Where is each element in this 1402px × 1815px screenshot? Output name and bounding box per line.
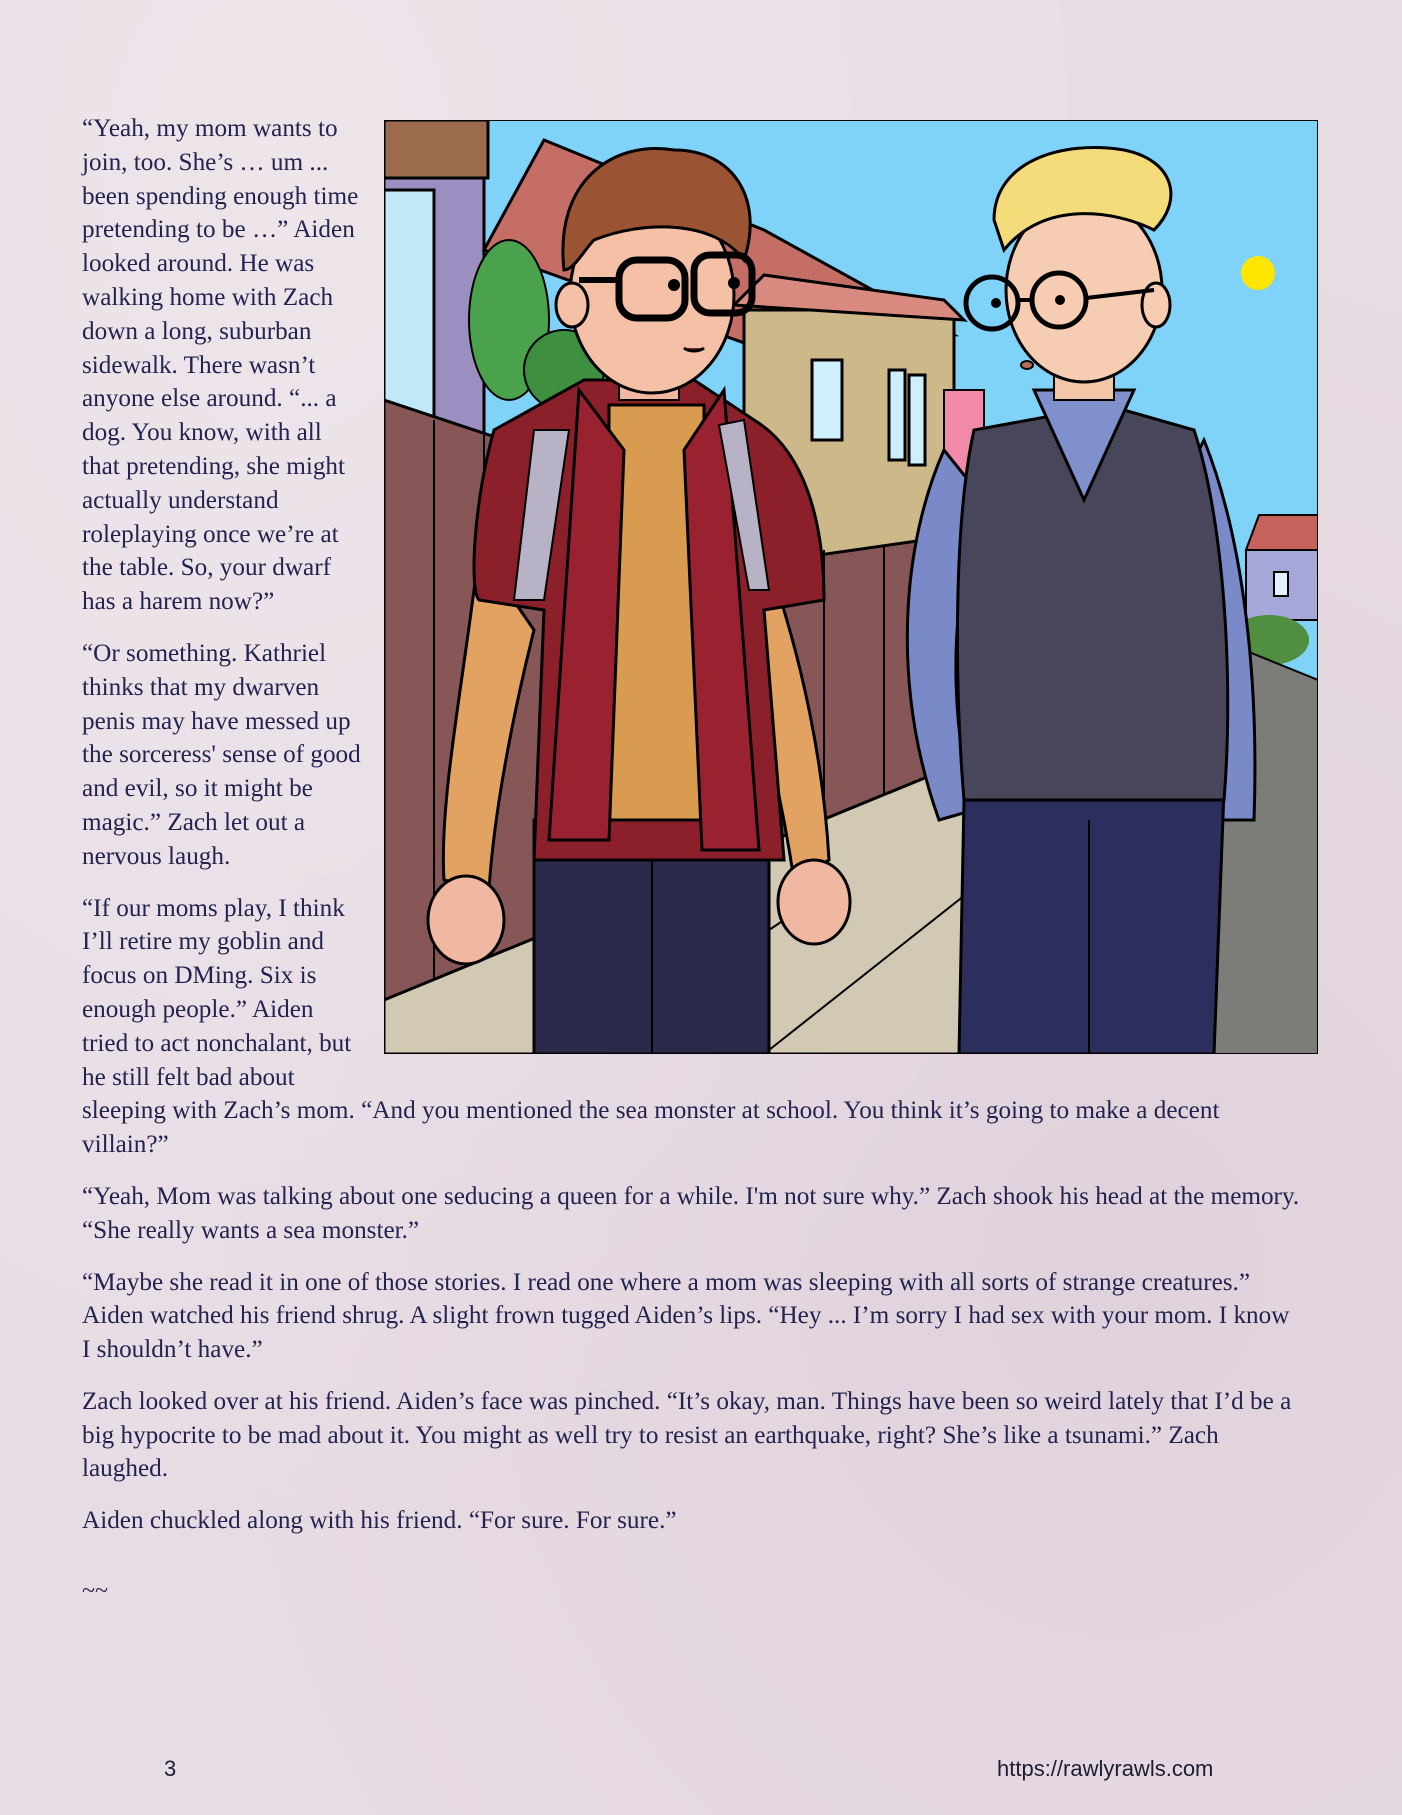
section-separator: ~~ <box>82 1578 108 1604</box>
paragraph: “If our moms play, I think I’ll retire my goblin and focus on DMing. Six is enough people.” Aiden tried to act nonchalant, but he still felt bad about sleeping with Zach’s mom. “And you mentioned the sea monster at school. You think it’s going to make a decent villain?” <box>82 894 1220 1159</box>
footer-url[interactable]: https://rawlyrawls.com <box>997 1756 1214 1781</box>
paragraph: “Maybe she read it in one of those stories. I read one where a mom was sleeping with all sorts of strange creatures.” Aiden watched his friend shrug. A slight frown tugged Aiden’s lips. “Hey ... I’m sorry I had sex with your mom. I know I shouldn’t have.” <box>82 1268 1290 1364</box>
paragraph: Zach looked over at his friend. Aiden’s face was pinched. “It’s okay, man. Things have been so weird lately that I’d be a big hypocrite to be mad about it. You might as well try to resist an earthquake, right? She’s like a tsunami.” Zach laughed. <box>82 1387 1292 1483</box>
illustration-float-spacer <box>376 112 1304 1064</box>
paragraph: “Yeah, Mom was talking about one seducing a queen for a while. I'm not sure why.” Zach shook his head at the memory. “She really wants a sea monster.” <box>82 1182 1300 1244</box>
paragraph: Aiden chuckled along with his friend. “For sure. For sure.” <box>82 1507 677 1535</box>
page-number: 3 <box>164 1756 177 1781</box>
paragraph: “Or something. Kathriel thinks that my dwarven penis may have messed up the sorceress' sense of good and evil, so it might be magic.” Zach let out a nervous laugh. <box>82 639 361 870</box>
story-text <box>82 112 1304 1556</box>
paragraph: “Yeah, my mom wants to join, too. She’s … um ... been spending enough time pretending to be …” Aiden looked around. He was walking home with Zach down a long, suburban sidewalk. There wasn’t anyone else around. “... a dog. You know, with all that pretending, she might actually understand roleplaying once we’re at the table. So, your dwarf has a harem now?” <box>82 115 359 616</box>
